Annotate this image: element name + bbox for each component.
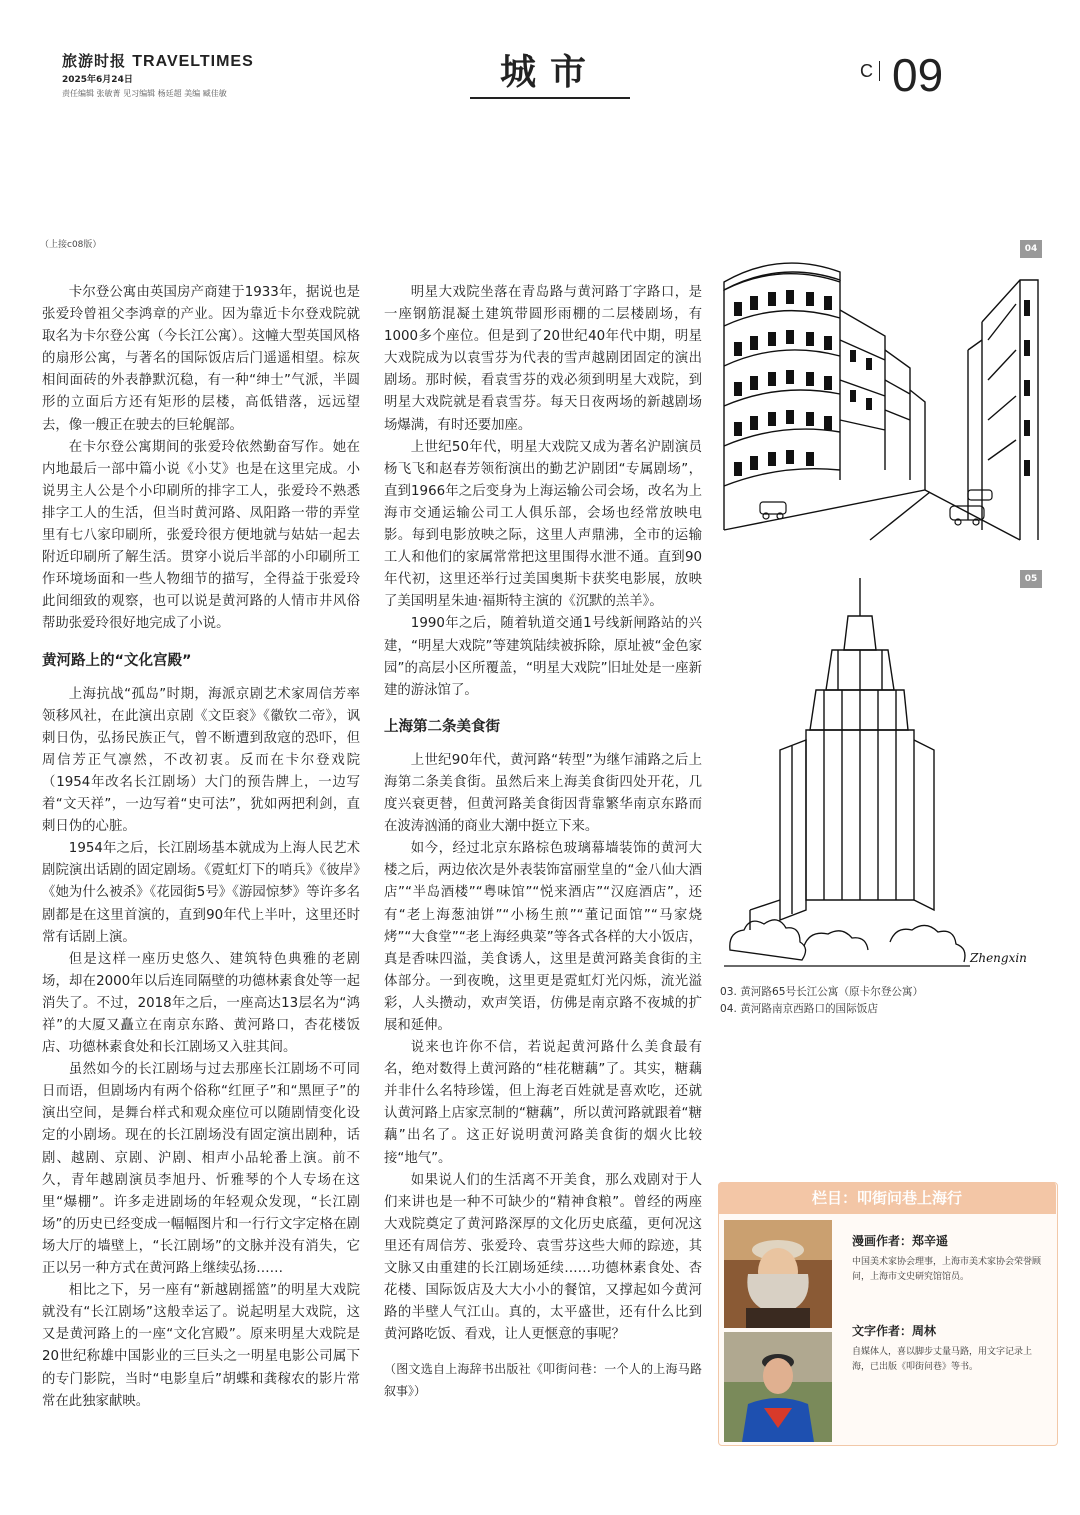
editor-credits: 责任编辑 张敏菁 见习编辑 杨廷超 美编 臧佳敏 (62, 89, 227, 98)
masthead (62, 50, 254, 71)
figure-captions (720, 984, 923, 1018)
page-letter: C (860, 61, 873, 81)
paragraph: 在卡尔登公寓期间的张爱玲依然勤奋写作。她在内地最后一部中篇小说《小艾》也是在这里完成。小说男主人公是个小印刷所的排字工人，张爱玲不熟悉排字工人的生活，但当时黄河路、凤阳路一带的弄堂里有七八家印刷所，张爱玲很方便地就与姑姑一起去附近印刷所了解生活。贯穿小说后半部的小印刷所工作环境场面和一些人物细节的描写，全得益于张爱玲此间细致的观察，也可以说是黄河路的人情市井风俗帮助张爱玲很好地完成了小说。 (42, 439, 360, 632)
page-number: 09 (892, 49, 944, 101)
artist-signature: Zhengxin (970, 951, 1027, 965)
section-title: 城市 (499, 51, 600, 93)
paragraph: 上世纪50年代，明星大戏院又成为著名沪剧演员杨飞飞和赵春芳领衔演出的勤艺沪剧团“专属剧场”，直到1966年之后变身为上海运输公司会场，改名为上海市交通运输公司工人俱乐部，会场也经常放映电影。每到电影放映之际，这里人声鼎沸，全市的运输工人和他们的家属常常把这里围得水泄不通。直到90年代初，这里还举行过美国奥斯卡获奖电影展，放映了美国明星朱迪·福斯特主演的《沉默的羔羊》。 (384, 439, 702, 610)
writer-photo (724, 1332, 832, 1442)
paragraph: 明星大戏院坐落在青岛路与黄河路丁字路口，是一座钢筋混凝土建筑带圆形雨棚的二层楼剧场，有1000多个座位。但是到了20世纪40年代中期，明星大戏院成为以袁雪芬为代表的雪声越剧团固定的演出剧场。那时候，看袁雪芬的戏必须到明星大戏院，到明星大戏院就是看袁雪芬。每天日夜两场的新越剧场场爆满，有时还要加座。 (384, 285, 702, 433)
column-info-title: 栏目：叩街问巷上海行 (718, 1182, 1056, 1214)
subheading: 上海第二条美食街 (384, 718, 500, 735)
artist-photo (724, 1220, 832, 1328)
subheading: 黄河路上的“文化宫殿” (42, 652, 192, 669)
paragraph: 如果说人们的生活离不开美食，那么戏剧对于人们来讲也是一种不可缺少的“精神食粮”。曾经的两座大戏院奠定了黄河路深厚的文化历史底蕴，更何况这里还有周信芳、张爱玲、袁雪芬这些大师的踪迹，其文脉又由重建的长江剧场延续……功德林素食处、杏花楼、国际饭店及大大小小的餐馆，又撑起如今黄河路的半壁人气江山。真的，太平盛世，还有什么比到黄河路吃饭、看戏，让人更惬意的事呢？ (384, 1172, 702, 1343)
illustration-tower (720, 570, 1042, 978)
figure-number-tag: 04 (1020, 240, 1042, 258)
continued-note: （上接c08版） (40, 240, 102, 250)
page-divider (879, 61, 880, 81)
caption: 04. 黄河路南京西路口的国际饭店 (720, 1003, 878, 1015)
masthead-cn: 旅游时报 (62, 52, 127, 70)
paragraph: 上海抗战“孤岛”时期，海派京剧艺术家周信芳率领移风社，在此演出京剧《文臣衮》《徽钦二帝》，讽刺日伪，弘扬民族正气，曾不断遭到敌寇的恐吓，但周信芳正气凛然，不改初衷。反而在卡尔登戏院（1954年改名长江剧场）大门的预告牌上，一边写着“文天祥”，一边写着“史可法”，犹如两把利剑，直刺日伪的心脏。 (42, 686, 360, 835)
page-code (860, 48, 943, 102)
artist-description: 中国美术家协会理事，上海市美术家协会荣誉顾问，上海市文史研究馆馆员。 (852, 1257, 1042, 1282)
paragraph: 1954年之后，长江剧场基本就成为上海人民艺术剧院演出话剧的固定剧场。《霓虹灯下的哨兵》《彼岸》《她为什么被杀》《花园街5号》《游园惊梦》等许多名剧都是在这里首演的，直到90年代上半叶，这里还时常有话剧上演。 (42, 841, 360, 945)
writer-credit (852, 1322, 1042, 1375)
paragraph: 虽然如今的长江剧场与过去那座长江剧场不可同日而语，但剧场内有两个俗称“红匣子”和“黑匣子”的演出空间，是舞台样式和观众座位可以随剧情变化设定的小剧场。现在的长江剧场没有固定演出剧种，话剧、越剧、京剧、沪剧、相声小品轮番上演。前不久，青年越剧演员李旭丹、忻雅琴的个人专场在这里“爆棚”。许多走进剧场的年轻观众发现，“长江剧场”的历史已经变成一幅幅图片和一行行文字定格在剧场大厅的墙壁上，“长江剧场”的文脉并没有消失，它正以另一种方式在黄河路上继续弘扬…… (42, 1062, 360, 1277)
masthead-en: TRAVELTIMES (132, 53, 254, 70)
paragraph: 说来也许你不信，若说起黄河路什么美食最有名，绝对数得上黄河路的“桂花糖藕”了。其实，糖藕并非什么名特珍馐，但上海老百姓就是喜欢吃，还就认黄河路上店家烹制的“糖藕”，所以黄河路就跟着“糖藕”出名了。这正好说明黄河路美食街的烟火比较接“地气”。 (384, 1040, 702, 1166)
paragraph: 但是这样一座历史悠久、建筑特色典雅的老剧场，却在2000年以后连同隔壁的功德林素食处等一起消失了。不过，2018年之后，一座高达13层名为“鸿祥”的大厦又矗立在南京东路、黄河路口，杏花楼饭店、功德林素食处和长江剧场又入驻其间。 (42, 951, 360, 1056)
apartment-sketch (720, 240, 1042, 545)
article-column-2 (384, 282, 702, 1402)
article-column-1 (42, 282, 360, 1413)
writer-description: 自媒体人，喜以脚步丈量马路，用文字记录上海，已出版《叩街问巷》等书。 (852, 1347, 1033, 1372)
caption: 03. 黄河路65号长江公寓（原卡尔登公寓） (720, 986, 924, 998)
writer-name: 文字作者：周林 (852, 1324, 937, 1338)
paragraph: 相比之下，另一座有“新越剧摇篮”的明星大戏院就没有“长江剧场”这般幸运了。说起明星大戏院，这又是黄河路上的一座“文化宫殿”。原来明星大戏院是20世纪称雄中国影业的三巨头之一明星电影公司属下的专门影院，当时“电影皇后”胡蝶和龚稼农的影片常常在此独家献映。 (42, 1283, 360, 1409)
section-rule (470, 97, 630, 99)
source-credit: （图文选自上海辞书出版社《叩街问巷：一个人的上海马路叙事》） (384, 1362, 702, 1399)
paragraph: 卡尔登公寓由英国房产商建于1933年，据说也是张爱玲曾祖父李鸿章的产业。因为靠近卡尔登戏院就取名为卡尔登公寓（今长江公寓）。这幢大型英国风格的扇形公寓，与著名的国际饭店后门遥遥相望。棕灰相间面砖的外表静默沉稳，有一种“绅士”气派，半圆形的立面后方还有矩形的层楼，高低错落，远远望去，像一艘正在驶去的巨轮艉部。 (42, 285, 360, 433)
artist-credit (852, 1232, 1042, 1285)
paragraph: 上世纪90年代，黄河路“转型”为继乍浦路之后上海第二条美食街。虽然后来上海美食街四处开花，几度兴衰更替，但黄河路美食街因背靠繁华南京东路而在波涛汹涌的商业大潮中挺立下来。 (384, 752, 702, 835)
illustration-street-apartment (720, 240, 1042, 545)
publication-date: 2025年6月24日 (62, 75, 133, 85)
paragraph: 如今，经过北京东路棕色玻璃幕墙装饰的黄河大楼之后，两边依次是外表装饰富丽堂皇的“金八仙大酒店”“半岛酒楼”“粤味馆”“悦来酒店”“汉庭酒店”，还有“老上海葱油饼”“小杨生煎”“董记面馆”“马家烧烤”“大食堂”“老上海经典菜”等各式各样的大小饭店，真是香味四溢，美食诱人，这里是黄河路美食街的主体部分。一到夜晚，这里更是霓虹灯光闪烁，流光溢彩，人头攒动，欢声笑语，仿佛是南京路不夜城的扩展和延伸。 (384, 841, 702, 1033)
figure-number-tag: 05 (1020, 570, 1042, 588)
tower-sketch (720, 570, 1042, 978)
paragraph: 1990年之后，随着轨道交通1号线新闸路站的兴建，“明星大戏院”等建筑陆续被拆除，原址被“金色家园”的高层小区所覆盖，“明星大戏院”旧址处是一座新建的游泳馆了。 (384, 616, 702, 698)
artist-name: 漫画作者：郑辛遥 (852, 1234, 949, 1248)
